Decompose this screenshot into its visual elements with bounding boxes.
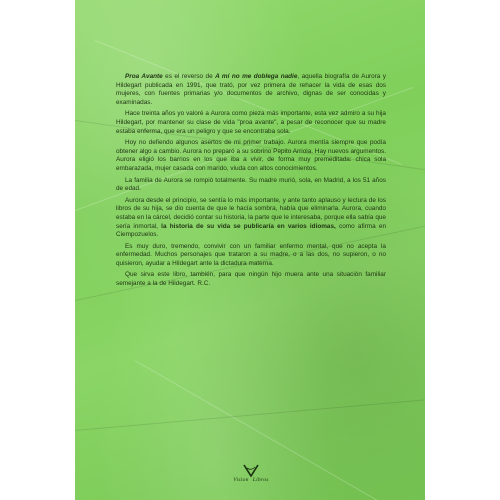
paragraph-2: Hace treinta años yo valoré a Aurora como pieza más importante, esta vez admiro a su hija Hildegart, por mantener su clase de vida "proa avante", a pesar de reconocer que su madre estaba enferma, que era un peligro y que se encontraba sola. [116,110,386,135]
synopsis-text [116,73,386,292]
paragraph-4: La familia de Aurora se rompió totalmente. Su madre murió, sola, en Madrid, a los 51 años de edad. [116,176,386,193]
paragraph-3: Hoy no defiendo algunos asertos de mi primer trabajo. Aurora mentía siempre que podía obtener algo a cambio. Aurora no preparó a su sobrino Pepito Arriola. Hay nuevos argumentos. Aurora eligió los barrios en los que iba a vivir, de forma muy premeditada: chica sola embarazada, mujer casada con marido, viuda con altos conocimientos. [116,139,386,172]
book-back-cover [75,0,425,500]
publisher-logo [221,464,281,488]
paragraph-7: Que sirva este libro, también, para que ningún hijo muera ante una situación familiar semejante a la de Hildegart. R.C. [116,271,386,288]
book-title-a-mi-no-me-doblega-nadie: A mí no me doblega nadie [215,73,298,80]
paragraph-5: Aurora desde el principio, se sentía lo más importante, y ante tanto aplauso y lectura de los libros de su hija, se dio cuenta de que le hacía sombra, había que eliminarla. Aurora, cuando estaba en la cárcel, decidió contar su historia, la parte que le interesaba, porque ella sabía que sería inmortal, la historia de su vida se publicaría en varios idiomas, como afirma en Ciempozuelos. [116,196,386,239]
book-title-proa-avante: Proa Avante [125,73,163,80]
vision-libros-logo-icon [241,464,261,477]
paragraph-6: Es muy duro, tremendo, convivir con un familiar enfermo mental, que no acepta la enfermedad. Muchos personajes que trataron a su madre, o a las dos, no supieron, o no quisieron, ayudar a Hildegart ante la dictadura materna. [116,242,386,267]
publisher-name-vision: Vision [233,477,249,483]
bold-highlight: la historia de su vida se publicaría en varios idiomas, [161,222,336,230]
publisher-name-libros: Libros [252,477,269,483]
paragraph-1: Proa Avante es el reverso de A mí no me doblega nadie, aquella biografía de Aurora y Hildegart publicada en 1991, que trató, por vez primera de rehacer la vida de esas dos mujeres, con fuentes primarias y/o documentos de archivo, dignas de ser conocidas y examinadas. [116,73,386,106]
